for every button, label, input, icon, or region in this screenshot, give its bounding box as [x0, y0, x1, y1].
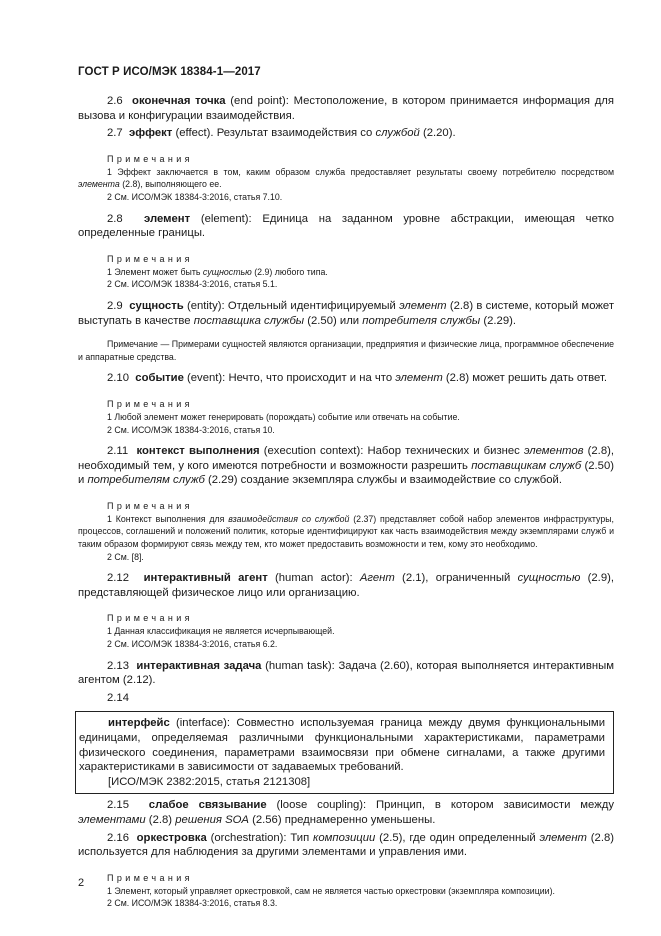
term-2-7: 2.7 эффект (effect). Результат взаимодействия со службой (2.20).: [107, 127, 456, 140]
notes-heading: Примечания: [107, 613, 193, 624]
page-number: 2: [78, 877, 85, 889]
note-text: 1 Элемент может быть сущностью (2.9) любого типа.: [107, 266, 328, 277]
notes-heading: Примечания: [107, 500, 193, 511]
term-2-10: 2.10 событие (event): Нечто, что происходит и на что элемент (2.8) может решить дать ответ.: [107, 372, 607, 385]
notes-heading: Примечания: [107, 872, 193, 883]
note-text: 2 См. ИСО/МЭК 18384-3:2016, статья 7.10.: [107, 191, 283, 202]
document-header: ГОСТ Р ИСО/МЭК 18384-1—2017: [78, 66, 261, 78]
notes-heading: Примечания: [107, 153, 193, 164]
term-2-11: 2.11 контекст выполнения (execution context): Набор технических и бизнес элементов (2.8), необходимый тем, у кого имеются потребности и возможности разрешить поставщикам служб (2.50) и потребителям служб (2.29) создание экземпляра службы и взаимодействие со службой.: [78, 445, 615, 487]
document-body: [78, 94, 614, 910]
source-reference: [ИСО/МЭК 2382:2015, статья 2121308]: [108, 775, 311, 788]
notes-heading: Примечания: [107, 398, 193, 409]
note-text: 2 См. ИСО/МЭК 18384-3:2016, статья 10.: [107, 424, 275, 435]
note-text: 1 Элемент, который управляет оркестровкой, сам не является частью оркестровки (экземпляра композиции).: [107, 885, 555, 896]
term-2-6: 2.6 оконечная точка (end point): Местоположение, в котором принимается информация для вызова и конфигурации взаимодействия.: [78, 95, 615, 122]
term-2-12: 2.12 интерактивный агент (human actor): Агент (2.1), ограниченный сущностью (2.9), представляющей физическое лицо или организацию.: [78, 572, 615, 599]
term-2-9: 2.9 сущность (entity): Отдельный идентифицируемый элемент (2.8) в системе, который может выступать в качестве поставщика службы (2.50) или потребителя службы (2.29).: [78, 299, 614, 327]
term-2-14-number: 2.14: [107, 691, 129, 704]
note-text: Примечание — Примерами сущностей являются организации, предприятия и физические лица, программное обеспечение и аппаратные средства.: [78, 339, 614, 362]
notes-heading: Примечания: [107, 253, 193, 264]
term-2-14-box: [75, 711, 614, 794]
note-text: 1 Контекст выполнения для взаимодействия со службой (2.37) представляет собой набор элементов инфраструктуры, процессов, соглашений и положений политик, которые идентифицируют как часть взаимодействия между экземплярами служб и таким образом формируют связь между тем, кто может предоставить возможности и тем, кому это необходимо.: [78, 513, 614, 550]
note-text: 2 См. [8].: [107, 551, 144, 562]
note-text: 1 Данная классификация не является исчерпывающей.: [107, 626, 335, 637]
note-text: 1 Эффект заключается в том, каким образом служба предоставляет результаты своему потребителю посредством элемента (2.8), выполняющего ее.: [78, 166, 614, 190]
term-2-14: интерфейс (interface): Совместно используемая граница между двумя функциональными единицами, определяемая различными функциональными характеристиками, параметрами физического соединения, параметрами взаимосвязи при обмене сигналами, а также другими характеристиками в зависимости от задаваемых требований.: [79, 717, 606, 774]
term-2-8: 2.8 элемент (element): Единица на заданном уровне абстракции, имеющая четко определенные границы.: [78, 212, 614, 240]
note-text: 2 См. ИСО/МЭК 18384-3:2016, статья 5.1.: [107, 279, 278, 290]
note-text: 2 См. ИСО/МЭК 18384-3:2016, статья 8.3.: [107, 898, 278, 909]
term-2-16: 2.16 оркестровка (orchestration): Тип композиции (2.5), где один определенный элемент (2.8) используется для наблюдения за другими элементами и управления ими.: [78, 831, 615, 859]
term-2-15: 2.15 слабое связывание (loose coupling): Принцип, в котором зависимости между элементами (2.8) решения SOA (2.56) преднамеренно уменьшены.: [78, 799, 614, 826]
note-text: 2 См. ИСО/МЭК 18384-3:2016, статья 6.2.: [107, 639, 278, 650]
term-2-13: 2.13 интерактивная задача (human task): Задача (2.60), которая выполняется интерактивным агентом (2.12).: [78, 659, 614, 687]
note-text: 1 Любой элемент может генерировать (порождать) событие или отвечать на событие.: [107, 411, 460, 422]
